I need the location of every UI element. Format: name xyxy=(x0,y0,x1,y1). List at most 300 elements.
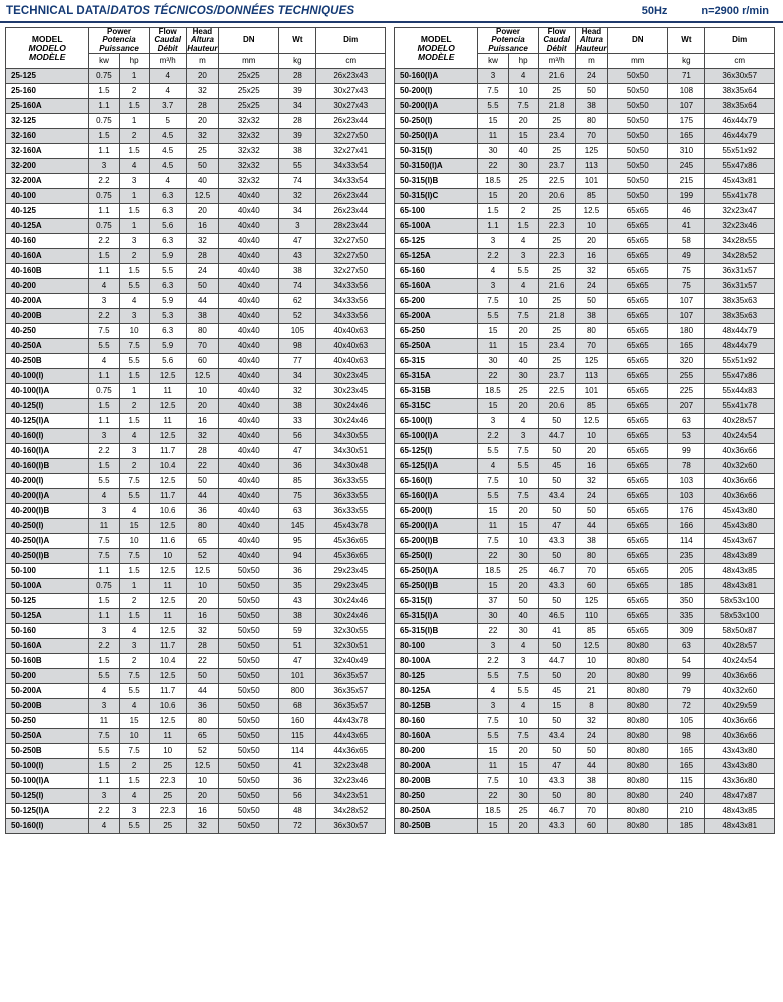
cell-dim: 45x43x78 xyxy=(316,519,386,534)
cell-hp: 20 xyxy=(508,399,538,414)
cell-dn: 50x50 xyxy=(608,189,668,204)
table-row xyxy=(6,804,386,819)
cell-hp: 7.5 xyxy=(508,444,538,459)
cell-dn: 50x50 xyxy=(608,129,668,144)
cell-model: 40-250(I)B xyxy=(6,549,89,564)
col-header-head xyxy=(186,28,218,54)
col-header-wt xyxy=(279,28,316,54)
cell-wt: 32 xyxy=(279,189,316,204)
cell-model: 50-160(I) xyxy=(6,819,89,834)
cell-dn: 65x65 xyxy=(608,399,668,414)
cell-kw: 5.5 xyxy=(478,99,508,114)
table-row xyxy=(6,564,386,579)
cell-flow: 25 xyxy=(538,84,575,99)
cell-hp: 30 xyxy=(508,369,538,384)
table-row xyxy=(395,279,775,294)
cell-flow: 12.5 xyxy=(149,624,186,639)
cell-hp: 30 xyxy=(508,549,538,564)
cell-head: 25 xyxy=(186,144,218,159)
cell-wt: 72 xyxy=(279,819,316,834)
cell-head: 50 xyxy=(186,279,218,294)
cell-wt: 166 xyxy=(668,519,705,534)
cell-kw: 0.75 xyxy=(89,69,119,84)
cell-hp: 7.5 xyxy=(508,309,538,324)
cell-wt: 108 xyxy=(668,84,705,99)
cell-head: 50 xyxy=(575,294,607,309)
cell-model: 50-315(I) xyxy=(395,144,478,159)
cell-head: 85 xyxy=(575,624,607,639)
cell-wt: 36 xyxy=(279,459,316,474)
cell-model: 32-160 xyxy=(6,129,89,144)
cell-flow: 5.6 xyxy=(149,219,186,234)
cell-dn: 65x65 xyxy=(608,294,668,309)
cell-hp: 1.5 xyxy=(119,609,149,624)
table-row xyxy=(395,654,775,669)
cell-flow: 12.5 xyxy=(149,669,186,684)
cell-flow: 12.5 xyxy=(149,564,186,579)
cell-dim: 40x28x57 xyxy=(705,414,775,429)
table-row xyxy=(6,114,386,129)
cell-head: 125 xyxy=(575,594,607,609)
cell-model: 80-200A xyxy=(395,759,478,774)
cell-flow: 43.4 xyxy=(538,729,575,744)
cell-model: 50-100A xyxy=(6,579,89,594)
cell-head: 24 xyxy=(186,264,218,279)
cell-dn: 65x65 xyxy=(608,219,668,234)
cell-dim: 55x44x83 xyxy=(705,384,775,399)
cell-head: 60 xyxy=(575,819,607,834)
table-row xyxy=(395,144,775,159)
right-table-body xyxy=(395,69,775,834)
cell-model: 50-315(I)B xyxy=(395,174,478,189)
head-fr: Hauteur xyxy=(187,43,218,53)
cell-kw: 1.1 xyxy=(89,564,119,579)
cell-kw: 22 xyxy=(478,159,508,174)
cell-flow: 22.5 xyxy=(538,174,575,189)
cell-model: 32-200 xyxy=(6,159,89,174)
table-row xyxy=(395,729,775,744)
cell-wt: 59 xyxy=(279,624,316,639)
table-row xyxy=(6,504,386,519)
cell-model: 50-200 xyxy=(6,669,89,684)
cell-hp: 1.5 xyxy=(119,414,149,429)
cell-dim: 45x43x80 xyxy=(705,504,775,519)
cell-dn: 50x50 xyxy=(608,174,668,189)
cell-dn: 40x40 xyxy=(219,204,279,219)
cell-head: 36 xyxy=(186,699,218,714)
cell-wt: 41 xyxy=(279,759,316,774)
cell-dim: 36x30x57 xyxy=(316,819,386,834)
cell-dn: 50x50 xyxy=(219,579,279,594)
cell-dn: 80x80 xyxy=(608,714,668,729)
cell-flow: 46.7 xyxy=(538,804,575,819)
cell-kw: 3 xyxy=(89,294,119,309)
cell-kw: 11 xyxy=(478,519,508,534)
cell-dn: 65x65 xyxy=(608,609,668,624)
cell-head: 32 xyxy=(575,474,607,489)
cell-model: 65-315(I)A xyxy=(395,609,478,624)
cell-wt: 99 xyxy=(668,444,705,459)
cell-dim: 32x30x51 xyxy=(316,639,386,654)
cell-dim: 46x44x79 xyxy=(705,129,775,144)
cell-dim: 30x23x45 xyxy=(316,369,386,384)
table-row xyxy=(6,354,386,369)
cell-dn: 65x65 xyxy=(608,579,668,594)
cell-flow: 20.6 xyxy=(538,189,575,204)
cell-dim: 55x51x92 xyxy=(705,354,775,369)
cell-kw: 0.75 xyxy=(89,384,119,399)
cell-flow: 47 xyxy=(538,519,575,534)
cell-hp: 2 xyxy=(119,459,149,474)
cell-dn: 65x65 xyxy=(608,324,668,339)
cell-model: 40-100 xyxy=(6,189,89,204)
cell-model: 50-3150(I)A xyxy=(395,159,478,174)
cell-dim: 30x24x46 xyxy=(316,414,386,429)
cell-kw: 4 xyxy=(478,459,508,474)
cell-dim: 34x28x55 xyxy=(705,234,775,249)
table-row xyxy=(6,249,386,264)
cell-head: 24 xyxy=(575,279,607,294)
cell-hp: 30 xyxy=(508,159,538,174)
cell-head: 32 xyxy=(575,714,607,729)
cell-model: 32-125 xyxy=(6,114,89,129)
cell-head: 38 xyxy=(575,99,607,114)
cell-flow: 23.7 xyxy=(538,159,575,174)
cell-wt: 34 xyxy=(279,204,316,219)
cell-dim: 32x27x50 xyxy=(316,234,386,249)
cell-flow: 12.5 xyxy=(149,399,186,414)
cell-dim: 36x35x57 xyxy=(316,699,386,714)
cell-hp: 4 xyxy=(119,429,149,444)
cell-wt: 99 xyxy=(668,669,705,684)
table-row xyxy=(6,264,386,279)
cell-kw: 11 xyxy=(478,129,508,144)
cell-hp: 1 xyxy=(119,189,149,204)
cell-kw: 22 xyxy=(478,549,508,564)
cell-hp: 15 xyxy=(508,339,538,354)
table-row xyxy=(6,129,386,144)
cell-flow: 21.6 xyxy=(538,69,575,84)
cell-head: 16 xyxy=(575,459,607,474)
table-row xyxy=(6,759,386,774)
cell-wt: 63 xyxy=(668,639,705,654)
cell-dn: 40x40 xyxy=(219,249,279,264)
cell-model: 40-200(I)B xyxy=(6,504,89,519)
table-row xyxy=(395,414,775,429)
cell-wt: 98 xyxy=(279,339,316,354)
cell-wt: 165 xyxy=(668,339,705,354)
cell-head: 16 xyxy=(186,804,218,819)
table-row xyxy=(395,354,775,369)
col-header-head xyxy=(575,28,607,54)
cell-dim: 36x35x57 xyxy=(316,684,386,699)
cell-wt: 38 xyxy=(279,399,316,414)
cell-wt: 175 xyxy=(668,114,705,129)
cell-model: 65-125 xyxy=(395,234,478,249)
cell-flow: 4.5 xyxy=(149,144,186,159)
table-row xyxy=(6,99,386,114)
cell-wt: 71 xyxy=(668,69,705,84)
table-row xyxy=(395,819,775,834)
title-en: TECHNICAL DATA/ xyxy=(6,5,111,17)
cell-head: 50 xyxy=(575,504,607,519)
cell-head: 50 xyxy=(186,669,218,684)
cell-wt: 225 xyxy=(668,384,705,399)
cell-wt: 63 xyxy=(668,414,705,429)
cell-kw: 11 xyxy=(478,339,508,354)
cell-kw: 1.5 xyxy=(89,399,119,414)
cell-flow: 6.3 xyxy=(149,324,186,339)
table-row xyxy=(6,789,386,804)
table-row xyxy=(395,159,775,174)
cell-model: 80-125A xyxy=(395,684,478,699)
cell-dim: 43x43x80 xyxy=(705,759,775,774)
table-row xyxy=(6,594,386,609)
cell-head: 20 xyxy=(575,669,607,684)
cell-model: 50-100 xyxy=(6,564,89,579)
cell-kw: 1.1 xyxy=(478,219,508,234)
cell-dn: 65x65 xyxy=(608,279,668,294)
cell-head: 10 xyxy=(575,429,607,444)
cell-dim: 26x23x44 xyxy=(316,204,386,219)
right-table-head xyxy=(395,28,775,69)
cell-wt: 43 xyxy=(279,594,316,609)
cell-kw: 3 xyxy=(89,789,119,804)
cell-hp: 10 xyxy=(119,324,149,339)
cell-wt: 107 xyxy=(668,309,705,324)
cell-kw: 0.75 xyxy=(89,579,119,594)
cell-model: 65-160(I) xyxy=(395,474,478,489)
cell-dim: 40x36x66 xyxy=(705,474,775,489)
cell-kw: 5.5 xyxy=(478,669,508,684)
cell-model: 40-200B xyxy=(6,309,89,324)
title-fr: DONNÉES TECHNIQUES xyxy=(216,5,355,17)
cell-hp: 4 xyxy=(508,414,538,429)
cell-kw: 1.1 xyxy=(89,264,119,279)
cell-dn: 65x65 xyxy=(608,249,668,264)
cell-wt: 320 xyxy=(668,354,705,369)
cell-dn: 32x32 xyxy=(219,129,279,144)
cell-flow: 43.3 xyxy=(538,579,575,594)
cell-model: 65-100A xyxy=(395,219,478,234)
cell-flow: 25 xyxy=(538,114,575,129)
cell-dim: 32x30x55 xyxy=(316,624,386,639)
cell-model: 50-125A xyxy=(6,609,89,624)
cell-wt: 39 xyxy=(279,84,316,99)
cell-dn: 50x50 xyxy=(608,159,668,174)
cell-hp: 20 xyxy=(508,819,538,834)
cell-dim: 34x33x56 xyxy=(316,294,386,309)
table-row xyxy=(395,549,775,564)
unit-dim: cm xyxy=(705,54,775,69)
cell-head: 70 xyxy=(575,129,607,144)
cell-wt: 38 xyxy=(279,264,316,279)
cell-dim: 34x28x52 xyxy=(316,804,386,819)
cell-flow: 11.7 xyxy=(149,489,186,504)
cell-dn: 50x50 xyxy=(219,639,279,654)
cell-dim: 30x23x45 xyxy=(316,384,386,399)
cell-wt: 62 xyxy=(279,294,316,309)
cell-wt: 35 xyxy=(279,579,316,594)
cell-dim: 48x44x79 xyxy=(705,324,775,339)
cell-wt: 309 xyxy=(668,624,705,639)
cell-dn: 65x65 xyxy=(608,489,668,504)
cell-wt: 235 xyxy=(668,549,705,564)
cell-model: 65-250A xyxy=(395,339,478,354)
cell-hp: 5.5 xyxy=(119,684,149,699)
cell-flow: 11.6 xyxy=(149,534,186,549)
cell-dim: 55x41x78 xyxy=(705,399,775,414)
cell-dn: 40x40 xyxy=(219,369,279,384)
cell-dn: 50x50 xyxy=(219,609,279,624)
cell-wt: 115 xyxy=(668,774,705,789)
cell-dn: 80x80 xyxy=(608,789,668,804)
table-row xyxy=(6,279,386,294)
cell-kw: 7.5 xyxy=(89,534,119,549)
cell-wt: 115 xyxy=(279,729,316,744)
cell-hp: 4 xyxy=(119,699,149,714)
cell-dim: 26x23x44 xyxy=(316,189,386,204)
table-row xyxy=(395,669,775,684)
table-row xyxy=(395,699,775,714)
cell-flow: 5.9 xyxy=(149,294,186,309)
cell-dn: 65x65 xyxy=(608,549,668,564)
cell-flow: 11 xyxy=(149,609,186,624)
cell-hp: 20 xyxy=(508,579,538,594)
cell-kw: 7.5 xyxy=(89,549,119,564)
cell-model: 65-100 xyxy=(395,204,478,219)
cell-flow: 4.5 xyxy=(149,159,186,174)
head-en: Head xyxy=(581,27,602,36)
cell-hp: 7.5 xyxy=(119,744,149,759)
model-es: MODELO xyxy=(28,42,66,53)
cell-wt: 49 xyxy=(668,249,705,264)
cell-wt: 47 xyxy=(279,654,316,669)
cell-model: 65-250(I)B xyxy=(395,579,478,594)
cell-flow: 46.7 xyxy=(538,564,575,579)
cell-dn: 50x50 xyxy=(219,744,279,759)
cell-kw: 2.2 xyxy=(478,429,508,444)
cell-hp: 7.5 xyxy=(119,549,149,564)
cell-wt: 43 xyxy=(279,249,316,264)
cell-head: 12.5 xyxy=(186,369,218,384)
cell-flow: 5.5 xyxy=(149,264,186,279)
flow-es: Caudal xyxy=(543,35,570,45)
cell-kw: 22 xyxy=(478,789,508,804)
cell-dn: 32x32 xyxy=(219,114,279,129)
cell-head: 36 xyxy=(186,504,218,519)
cell-hp: 1.5 xyxy=(119,204,149,219)
cell-flow: 50 xyxy=(538,444,575,459)
cell-dim: 32x27x41 xyxy=(316,144,386,159)
cell-kw: 7.5 xyxy=(478,474,508,489)
cell-dim: 48x43x81 xyxy=(705,579,775,594)
cell-dn: 40x40 xyxy=(219,189,279,204)
cell-hp: 20 xyxy=(508,324,538,339)
cell-kw: 5.5 xyxy=(89,669,119,684)
cell-wt: 95 xyxy=(279,534,316,549)
cell-kw: 4 xyxy=(89,489,119,504)
col-header-dn xyxy=(608,28,668,54)
dim-label: Dim xyxy=(732,35,748,45)
unit-flow: m³/h xyxy=(538,54,575,69)
cell-hp: 3 xyxy=(508,654,538,669)
cell-dim: 48x43x85 xyxy=(705,804,775,819)
cell-flow: 50 xyxy=(538,594,575,609)
power-es: Potencia xyxy=(491,35,525,45)
cell-flow: 50 xyxy=(538,504,575,519)
cell-kw: 3 xyxy=(89,429,119,444)
flow-es: Caudal xyxy=(154,35,181,45)
cell-flow: 5.9 xyxy=(149,249,186,264)
cell-flow: 44.7 xyxy=(538,429,575,444)
cell-model: 65-125(I) xyxy=(395,444,478,459)
cell-head: 80 xyxy=(575,789,607,804)
cell-dim: 40x29x59 xyxy=(705,699,775,714)
table-row xyxy=(395,174,775,189)
cell-kw: 18.5 xyxy=(478,804,508,819)
cell-dim: 45x43x81 xyxy=(705,174,775,189)
cell-hp: 30 xyxy=(508,789,538,804)
cell-model: 40-200(I) xyxy=(6,474,89,489)
cell-kw: 15 xyxy=(478,189,508,204)
cell-wt: 85 xyxy=(279,474,316,489)
cell-hp: 15 xyxy=(508,519,538,534)
table-row xyxy=(6,369,386,384)
cell-dim: 58x50x87 xyxy=(705,624,775,639)
table-row xyxy=(395,579,775,594)
cell-kw: 5.5 xyxy=(89,744,119,759)
table-row xyxy=(6,534,386,549)
cell-dim: 45x43x67 xyxy=(705,534,775,549)
cell-flow: 50 xyxy=(538,789,575,804)
cell-hp: 1.5 xyxy=(119,564,149,579)
cell-head: 60 xyxy=(575,579,607,594)
cell-hp: 3 xyxy=(119,444,149,459)
cell-hp: 1.5 xyxy=(119,264,149,279)
cell-kw: 3 xyxy=(478,414,508,429)
cell-model: 50-100(I)A xyxy=(6,774,89,789)
cell-hp: 7.5 xyxy=(508,669,538,684)
cell-flow: 11.7 xyxy=(149,444,186,459)
cell-dn: 65x65 xyxy=(608,474,668,489)
dn-label: DN xyxy=(242,35,255,45)
cell-wt: 38 xyxy=(279,144,316,159)
table-row xyxy=(395,744,775,759)
cell-kw: 3 xyxy=(478,69,508,84)
cell-dim: 48x43x85 xyxy=(705,564,775,579)
cell-wt: 75 xyxy=(279,489,316,504)
cell-kw: 1.5 xyxy=(89,249,119,264)
cell-wt: 245 xyxy=(668,159,705,174)
cell-kw: 1.1 xyxy=(89,204,119,219)
cell-dn: 80x80 xyxy=(608,819,668,834)
cell-hp: 3 xyxy=(119,234,149,249)
cell-model: 50-160 xyxy=(6,624,89,639)
cell-kw: 1.1 xyxy=(89,144,119,159)
cell-flow: 50 xyxy=(538,669,575,684)
table-row xyxy=(395,384,775,399)
cell-flow: 50 xyxy=(538,639,575,654)
cell-dn: 40x40 xyxy=(219,384,279,399)
cell-dim: 36x31x57 xyxy=(705,264,775,279)
cell-hp: 4 xyxy=(119,294,149,309)
table-row xyxy=(395,429,775,444)
title-es: DATOS TÉCNICOS/ xyxy=(110,5,217,17)
cell-flow: 12.5 xyxy=(149,474,186,489)
cell-model: 50-250A xyxy=(6,729,89,744)
table-row xyxy=(395,489,775,504)
